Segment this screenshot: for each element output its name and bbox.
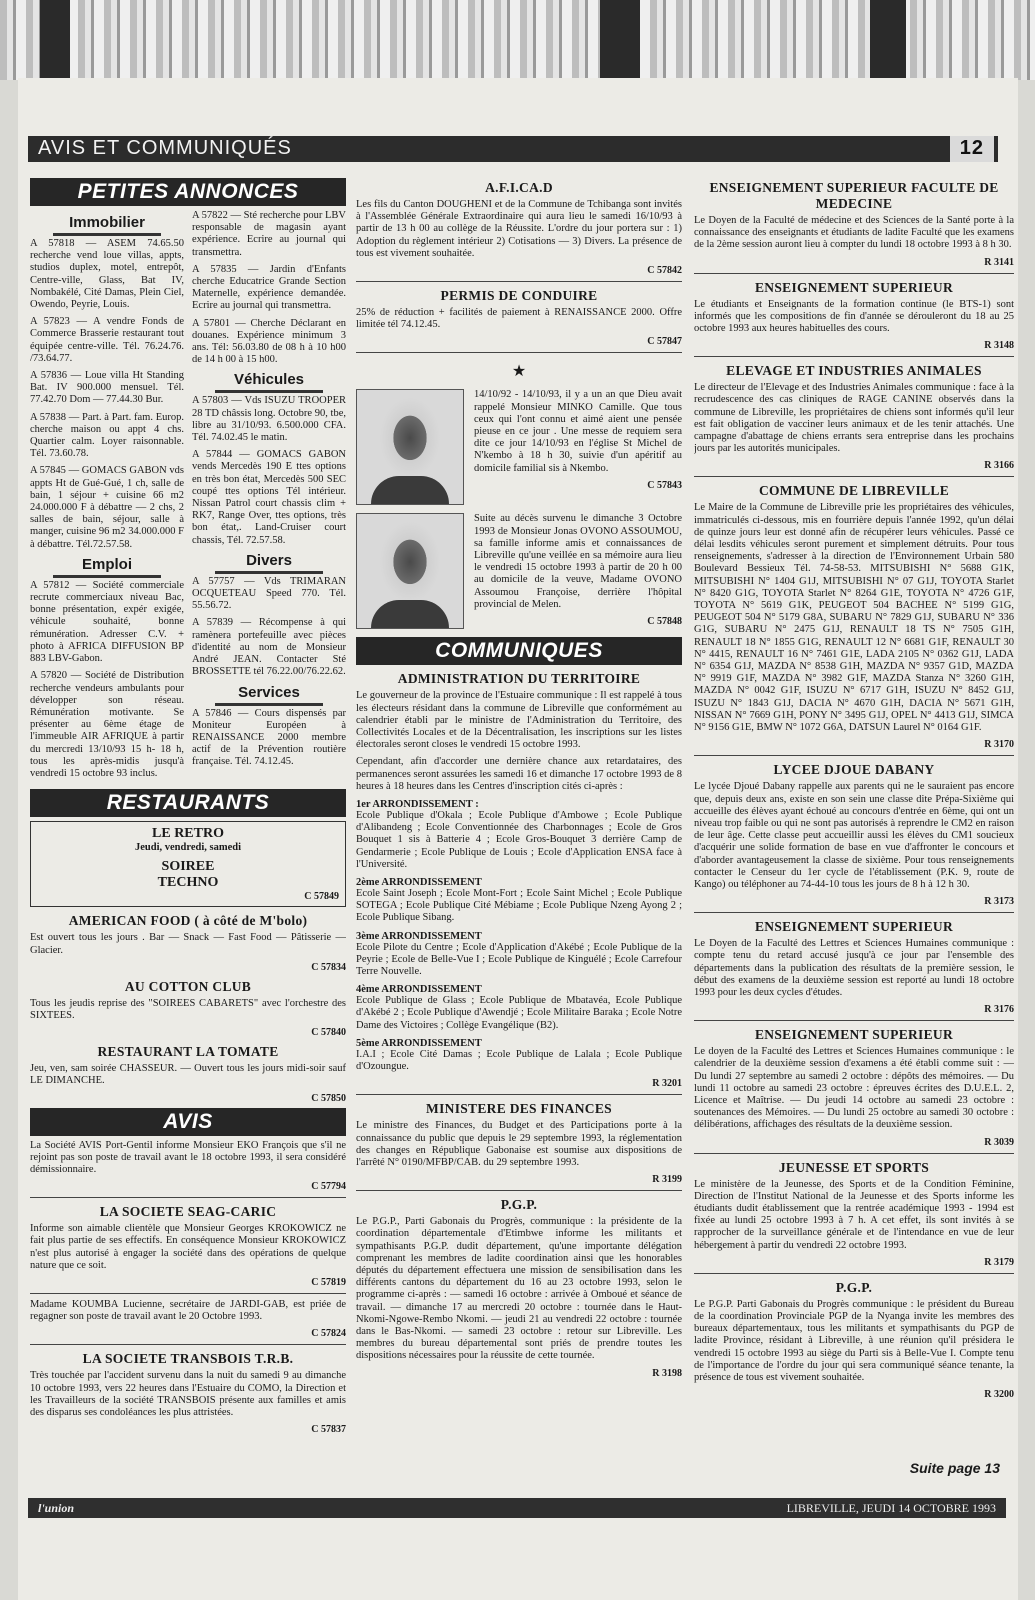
ad-ref: R 3173 [984, 896, 1014, 908]
communique-item [694, 1027, 1014, 1147]
ad: A 57845 — GOMACS GABON vds appts Ht de Gué-Gué, 1 ch, salle de bain, 1 séjour + cuisine 66 m2 24.000.000 F à débattre — 2 chs, 2 salles de bain, séjour, salle à manger, cuisine 96 m2 34.000.000 F à débattre. Tél.72.57.58. [30, 465, 184, 550]
ad: A 57835 — Jardin d'Enfants cherche Educatrice Grande Section Maternelle, expérience demandée. Ecrire au journal qui transmettra. [192, 263, 346, 312]
photo-shoulders [371, 476, 449, 504]
communique-title: P.G.P. [835, 1279, 873, 1295]
ad-ref: R 3198 [652, 1367, 682, 1379]
scan-top-margin [0, 0, 1035, 80]
aficad-title: A.F.I.CA.D [485, 180, 553, 195]
restaurant-text: Est ouvert tous les jours . Bar — Snack — Fast Food — Pâtisserie — Glacier. [30, 932, 346, 956]
photo-shoulders [371, 600, 449, 628]
ad: A 57839 — Récompense à qui ramènera portefeuille avec pièces d'identité au nom de Monsieur André JEAN. Contacter Sté BROSSETTE tél 76.22.00/76.22.62. [192, 617, 346, 678]
permis-text: 25% de réduction + facilités de paiement à RENAISSANCE 2000. Offre limitée tél 74.12.45. [356, 307, 682, 331]
avis-item [30, 1351, 346, 1435]
ad-ref: R 3148 [984, 340, 1014, 352]
communique-title: COMMUNE DE LIBREVILLE [758, 483, 950, 499]
communique-item [694, 919, 1014, 1015]
ad-ref: C 57824 [311, 1328, 346, 1340]
communique-text: Le directeur de l'Elevage et des Industries Animales communique : face à la recrudescence des cas cliniques de RAGE CANINE observés dans la commune de Libreville, les propriétaires de chiens sont informés qu'il leur est fait obligation de vacciner leurs animaux et de les tenir attachés. Une campagne d'abattage de chiens errants sera entreprise dans les prochains jours par les autorités municipales. [694, 382, 1014, 455]
arrondissement-heading: 1er ARRONDISSEMENT : [356, 799, 479, 811]
communique-item [694, 1280, 1014, 1400]
column-right [694, 174, 1014, 1594]
section-title: AVIS ET COMMUNIQUÉS [38, 137, 292, 159]
restaurant-text: Jeu, ven, sam soirée CHASSEUR. — Ouvert tous les jours midi-soir sauf LE DIMANCHE. [30, 1063, 346, 1087]
newspaper-page [18, 78, 1018, 1600]
issue-date: LIBREVILLE, JEUDI 14 OCTOBRE 1993 [786, 1501, 996, 1515]
restaurant-item [30, 913, 346, 972]
communique-text: Le ministère de la Jeunesse, des Sports et de la Condition Féminine, Direction de l'Institut National de la Jeunesse et des Sports informe les étudiants dudit établissement que la rentrée académique 1993 - 1994 est fixée au lundi 25 octobre 1993 à 7 h. A cet effet, ils sont invités à se rapprocher de la surveillance générale et de l'intendance en vue de leur hébergement à partir du vendredi 22 octobre 1993. [694, 1178, 1014, 1251]
portrait-photo [356, 513, 464, 629]
ad: A 57836 — Loue villa Ht Standing Bat. IV 900.000 mensuel. Tél. 77.42.70 Dom — 77.44.30 Bur. [30, 370, 184, 406]
ad: A 57822 — Sté recherche pour LBV responsable de magasin ayant expérience. Ecrire au journal qui transmettra. [192, 210, 346, 258]
ad: A 57812 — Société commerciale recrute commerciaux niveau Bac, bonne présentation, expér exigée, véhicule souhaité, bonne rémunération. Adresser C.V. + photo à AFRICA DIFFUSION BP 883 LBV-Gabon. [30, 579, 184, 665]
divider [30, 1293, 346, 1294]
communique-item [694, 483, 1014, 750]
communique-title: JEUNESSE ET SPORTS [778, 1159, 930, 1175]
communique-item [694, 363, 1014, 471]
newspaper-logo: l'union [38, 1501, 75, 1515]
finances-text: Le ministre des Finances, du Budget et des Participations porte à la connaissance du public que depuis le 29 septembre 1993, la réglementation des changes en République Gabonaise est soumise aux dispositions de l'arrêté N° 0190/MFBP/CAB. du 29 septembre 1993. [356, 1120, 682, 1168]
restaurant-name: RESTAURANT LA TOMATE [97, 1044, 279, 1060]
divider [356, 1094, 682, 1095]
arrondissement-heading: 5ème ARRONDISSEMENT [356, 1037, 482, 1049]
portrait-photo [356, 389, 464, 505]
divider [694, 1273, 1014, 1274]
divider [356, 352, 682, 353]
communique-text: Le étudiants et Enseignants de la formation continue (le BTS-1) sont informés que les compositions de fin d'année se dérouleront du 18 au 25 octobre 1993 aux heures habituelles des cours. [694, 298, 1014, 335]
ad-ref: R 3199 [652, 1174, 682, 1186]
vehicules-heading: Véhicules [192, 371, 346, 393]
scan-artifact [600, 0, 640, 80]
immobilier-heading: Immobilier [30, 214, 184, 236]
column-middle [356, 174, 682, 1594]
permis-title: PERMIS DE CONDUIRE [440, 288, 598, 304]
ad: A 57818 — ASEM 74.65.50 recherche vend loue villas, appts, studios duplex, motel, entrepôt, Centre-ville, Glass, Bat IV, Nombakélé, Cité Damas, Plein Ciel, Owendo, Peyrie, Louis. [30, 238, 184, 311]
ad-ref: C 57834 [311, 961, 346, 973]
page-footer [28, 1498, 1006, 1518]
arrondissement-list: Ecole Pilote du Centre ; Ecole d'Application d'Akébé ; Ecole Publique de la Peyrie ; Ecole de Belle-Vue I ; Ecole Publique de Kinguélé ; Ecole Carrefour Terre Nouvelle. [356, 941, 682, 978]
column-left [30, 174, 346, 1594]
communique-item [694, 280, 1014, 352]
ad: A 57801 — Cherche Déclarant en douanes. Expérience minimum 3 ans. Tél: 56.03.80 de 08 h à 10 h00 de 14 h 00 à 15 h00. [192, 317, 346, 366]
admin-para: Cependant, afin d'accorder une dernière chance aux retardataires, des permanences seront assurées les samedi 16 et dimanche 17 octobre 1993 de 8 heures à 18 heures dans les Centres d'inscription cités ci-après : [356, 756, 682, 792]
communique-title: ENSEIGNEMENT SUPERIEUR [754, 919, 954, 935]
scan-artifact [870, 0, 906, 80]
star-separator: ★ [511, 363, 527, 381]
avis-title: LA SOCIETE TRANSBOIS T.R.B. [82, 1351, 294, 1367]
finances-title: MINISTERE DES FINANCES [426, 1101, 612, 1117]
ad-ref: R 3039 [984, 1136, 1014, 1148]
communique-title: ENSEIGNEMENT SUPERIEUR [754, 279, 954, 295]
avis-text: Madame KOUMBA Lucienne, secrétaire de JARDI-GAB, est priée de regagner son poste de travail avant le 20 Octobre 1993. [30, 1298, 346, 1323]
divers-heading: Divers [192, 552, 346, 574]
retro-days: Jeudi, vendredi, samedi [135, 842, 241, 854]
ad: A 57757 — Vds TRIMARAN OCQUETEAU Speed 770. Tél. 55.56.72. [192, 575, 346, 612]
arrondissement-heading: 2ème ARRONDISSEMENT [356, 877, 482, 889]
avis-text: La Société AVIS Port-Gentil informe Monsieur EKO François que s'il ne rejoint pas son poste de travail avant le 18 octobre 1993, il sera considéré démissionnaire. [30, 1139, 346, 1175]
section-header [28, 136, 998, 162]
petites-annonces-grid [30, 210, 346, 785]
avis-text: Très touchée par l'accident survenu dans la nuit du samedi 9 au dimanche 10 octobre 1993, vers 22 heures dans l'Estuaire du COMO, la Direction et les Travailleurs de la société TRANSBOIS présente aux familles et amis des disparus ses condoléances les plus attristées. [30, 1370, 346, 1418]
admin-para: Le gouverneur de la province de l'Estuaire communique : Il est rappelé à tous les électeurs résidant dans la commune de Libreville que conformément au calendrier établi par le ministre de l'Administration du Territoire, des Collectivités Locales et de la Décentralisation, les inscriptions sur les listes électorales seront closes le vendredi 15 octobre 1993. [356, 690, 682, 751]
arrondissement-heading: 3ème ARRONDISSEMENT [356, 930, 482, 942]
ad-ref: R 3170 [984, 739, 1014, 751]
ad-ref: R 3201 [652, 1078, 682, 1090]
divider [694, 1153, 1014, 1154]
pa-col-a [30, 210, 184, 785]
pgp-text: Le P.G.P., Parti Gabonais du Progrès, communique : la présidente de la coordination départementale d'Etimbwe informe les militants et sympathisants P.G.P. dudit département, qu'une importante délégation comprenant les membres de ladite coordination ainsi que les honorables députés du département effectuera une mission de sensibilisation dans les différents cantons du département du 16 au 23 octobre 1993, selon le programme ci-après : — samedi 16 octobre : arrivée à Omboué et séance de travail. — dimanche 17 au mercredi 20 octobre : tournée dans le Haut-Nkomi-Ngowe-Rembo Nkomi. — jeudi 21 au vendredi 22 octobre : tournée dans le Bas-Nkomi. — samedi 23 octobre : retour sur Libreville. Les membres du bureau départemental sont priés de prendre toutes les dispositions nécessaires pour la réussite de cette tournée. [356, 1216, 682, 1362]
restaurant-text: Tous les jeudis reprise des "SOIREES CABARETS" avec l'orchestre des SIXTEES. [30, 997, 346, 1021]
communique-item [694, 762, 1014, 907]
retro-soiree: SOIREE [161, 859, 215, 875]
ad-ref: R 3141 [984, 256, 1014, 268]
restaurant-name: AMERICAN FOOD ( à côté de M'bolo) [68, 913, 308, 929]
ad-ref: C 57840 [311, 1027, 346, 1039]
ad-ref: C 57847 [647, 336, 682, 348]
arrondissement-list: Ecole Publique d'Okala ; Ecole Publique d'Ambowe ; Ecole Publique d'Alibandeng ; Ecole Conventionnée des Charbonnages ; Ecole de Gros Bouquet 1 sis à Batterie 4 ; Ecole Gros-Bouquet 3 derrière Camp de Gendarmerie ; Ecole Publique de Louis ; Ecole d'Application ENSA face à l'Université. [356, 810, 682, 870]
ad-ref: C 57848 [647, 616, 682, 628]
emploi-heading: Emploi [30, 556, 184, 578]
ad-ref: C 57842 [647, 265, 682, 277]
ad: A 57820 — Société de Distribution recherche vendeurs ambulants pour développer son réseau. Rémunération motivante. Se présenter au 6ème étage de l'immeuble AIR AFRIQUE à partir du mercredi 13/10/93 15 h- 18 h, tous les après-midis jusqu'à vendredi 15 octobre 93 inclus. [30, 670, 184, 779]
ad: A 57803 — Vds ISUZU TROOPER 28 TD châssis long. Octobre 90, tbe, libre au 31/10/93. 6.500.000 CFA. Tél. 74.02.45 le matin. [192, 395, 346, 444]
necrology-item [356, 513, 682, 629]
pgp-title: P.G.P. [500, 1197, 538, 1213]
retro-techno: TECHNO [157, 875, 219, 891]
divider [694, 476, 1014, 477]
communique-text: Le lycée Djoué Dabany rappelle aux parents qui ne le sauraient pas encore que, depuis deux ans, existe en son sein une classe dite Prépa-Sixième qui accueille des élèves ayant échoué au concours d'entrée en 6ème, qui ont un niveau trop faible ou qui ne sont pas autorisés à reprendre le CM2 en raison de leur âge. Cette classe peut accueillir aussi les élèves du CM1 soucieux d'acquérir une solide formation de base en vue d'affronter le concours et d'aborder avantageusement la classe de sixième. Pour tous renseignements contacter le Censeur du 1er cycle de l'établissement (P.K. 9, route de Kango) ou téléphoner au 74-44-10 tous les jours de 8 h à 12 h 30. [694, 781, 1014, 890]
communique-text: Le Doyen de la Faculté des Lettres et Sciences Humaines communique : compte tenu du retard accusé jusqu'à ce jour par l'ensemble des départements dans la publication des résultats de la première session, le début des examens de la deuxième session est reporté au lundi 18 octobre 1993 pour les deux cycles d'études. [694, 938, 1014, 998]
communique-title: LYCEE DJOUE DABANY [773, 762, 935, 778]
petites-annonces-band: PETITES ANNONCES [30, 178, 346, 206]
ad-ref: C 57837 [311, 1424, 346, 1436]
ad: A 57846 — Cours dispensés par Moniteur Européen à RENAISSANCE 2000 membre actif de la Prévention routière française. Tél. 74.12.45. [192, 707, 346, 768]
communique-text: Le Doyen de la Faculté de médecine et des Sciences de la Santé porte à la connaissance des enseignants et étudiants de ladite Faculté que les examens de la 2ème session auront lieu à compter du lundi 18 octobre 1993 à 8 h 30. [694, 215, 1014, 251]
admin-title: ADMINISTRATION DU TERRITOIRE [397, 671, 641, 687]
necrology-text: 14/10/92 - 14/10/93, il y a un an que Dieu avait rappelé Monsieur MINKO Camille. Que tous ceux qui l'ont connu et aimé aient une pensée pieuse en ce jour . Une messe de requiem sera dite ce jour 14/10/93 en l'église St Michel de N'kembo à 18 h 30, suivie d'un apéritif au domicile familial sis à Nkembo. [474, 389, 682, 474]
necrology-item [356, 389, 682, 505]
communique-item [694, 1160, 1014, 1268]
ad-ref: C 57794 [311, 1181, 346, 1193]
ad-ref: R 3179 [984, 1256, 1014, 1268]
divider [30, 1197, 346, 1198]
ad-ref: C 57850 [311, 1092, 346, 1104]
necrology-body [474, 513, 682, 629]
ad-ref: C 57843 [647, 479, 682, 491]
ad-ref: C 57819 [311, 1276, 346, 1288]
scan-artifact [40, 0, 70, 80]
avis-item [30, 1140, 346, 1193]
avis-title: LA SOCIETE SEAG-CARIC [99, 1204, 277, 1220]
divider [356, 1190, 682, 1191]
communiques-band: COMMUNIQUES [356, 637, 682, 665]
ad: A 57823 — A vendre Fonds de Commerce Brasserie restaurant tout équipée centre-ville. Tél. 76.24.76. /73.64.77. [30, 316, 184, 364]
divider [694, 755, 1014, 756]
restaurants-band: RESTAURANTS [30, 789, 346, 817]
ad-ref: R 3166 [984, 460, 1014, 472]
avis-band: AVIS [30, 1108, 346, 1136]
page-number: 12 [950, 136, 994, 162]
communique-title: ENSEIGNEMENT SUPERIEUR FACULTE DE MEDECINE [709, 180, 999, 211]
ad: A 57838 — Part. à Part. fam. Europ. cherche maison ou appt 4 chs. Quartier calm. Loyer raisonnable. Tél. 73.60.78. [30, 411, 184, 460]
ad: A 57844 — GOMACS GABON vends Mercedès 190 E ttes options en très bon état, Mercedès 500 SEC coupé ttes options Tél intérieur. Nissan Patrol court chassis clim + RK7, Range Over, ttes options, très bon état,. Land-Cruiser court chassis, Tél. 72.57.58. [192, 449, 346, 546]
necrology-text: Suite au décès survenu le dimanche 3 Octobre 1993 de Monsieur Jonas OVONO ASSOUMOU, sa famille informe amis et connaissances de Libreville qu'une veillée en sa mémoire aura lieu le vendredi 15 octobre 1993 à partir de 20 h 00 au domicile de la veuve, Madame OVONO Assoumou Françoise, derrière l'hôpital provincial de Melen. [474, 513, 682, 610]
continued-link: Suite page 13 [909, 1460, 1000, 1476]
arrondissement-list: Ecole Saint Joseph ; Ecole Mont-Fort ; Ecole Saint Michel ; Ecole Publique SOTEGA ; Ecole Publique Cité Mébiame ; Ecole Publique Nzeng Ayong 2 ; Ecole Publique Sibang. [356, 888, 682, 924]
divider [356, 281, 682, 282]
divider [694, 273, 1014, 274]
avis-text: Informe son aimable clientèle que Monsieur Georges KROKOWICZ ne fait plus partie de ses effectifs. En conséquence Monsieur KROKOWICZ n'est plus autorisé à engager la société dans des opérations de quelque nature que ce soit. [30, 1223, 346, 1271]
avis-item [30, 1299, 346, 1339]
divider [694, 1020, 1014, 1021]
arrondissement-list: I.A.I ; Ecole Cité Damas ; Ecole Publique de Lalala ; Ecole Publique d'Ozoungue. [356, 1048, 682, 1073]
services-heading: Services [192, 684, 346, 706]
communique-title: ENSEIGNEMENT SUPERIEUR [754, 1027, 954, 1043]
arrondissement-list: Ecole Publique de Glass ; Ecole Publique de Mbatavéa, Ecole Publique d'Akébé 2 ; Ecole Publique d'Awendjé ; Ecole Militaire Baraka ; Ecole Notre Dame des Victoires ; Collège Evangélique (B2). [356, 995, 682, 1031]
retro-name: LE RETRO [152, 826, 224, 842]
divider [30, 1344, 346, 1345]
necrology-body [474, 389, 682, 505]
aficad-text: Les fils du Canton DOUGHENI et de la Commune de Tchibanga sont invités à l'Assemblée Générale Extraordinaire qui aura lieu le samedi 16/10/93 à partir de 13 h 00 au collège de la Réussite. L'ordre du jour portera sur : 1) Adoption du règlement intérieur 2) Cotisations — 3) Divers. La présence de tous est vivement souhaitée. [356, 199, 682, 259]
restaurant-item [30, 979, 346, 1038]
ad-ref: R 3200 [984, 1389, 1014, 1401]
divider [694, 356, 1014, 357]
ad-ref: C 57849 [304, 891, 339, 903]
communique-text: Le P.G.P. Parti Gabonais du Progrès communique : le président du Bureau de la coordination Provinciale PGP de la Nyanga invite les membres des bureaux départementaux, tous les militants et sympathisants du PGP de ladite Province, résidant à Libreville, à une réunion qu'il présidera le vendredi 15 octobre 1993 au siège du Parti sis à Belle-Vue I. Compte tenu de l'importance de l'ordre du jour qui sera communiqué séance tenante, la présence de tous est vivement souhaitée. [694, 1298, 1014, 1383]
divider [694, 912, 1014, 913]
ad-ref: R 3176 [984, 1004, 1014, 1016]
communique-text: Le Maire de la Commune de Libreville prie les propriétaires des véhicules, immatriculés ci-dessous, mis en fourrière depuis l'année 1992, qu'un délai de quinze jours leur est donné afin de récupérer leurs véhicules. Passé ce délai lesdits véhicules seront purement et simplement détruits. Pour tous renseignements, s'adresser à la direction de l'Environnement Urbain 580 Boulevard Bessieux Tél. 74-58-53. MITSUBISHI N° 5688 G1K, MITSUBISHI N° 1404 G1J, MITSUBISHI N° 07 G1J, TOYOTA Starlet N° 8420 G1G, TOYOTA Starlet N° 8264 G1E, TOYOTA N° 4726 G1F, TOYOTA N° 5619 G1K, PEUGEOT 504 BACHEE N° 5199 G1G, PEUGEOT 504 N° 5179 G8A, SUBARU N° 7829 G1J, SUBARU N° 336 G1G, SUBARU N° 2475 G1J, RENAULT 18 TS N° 7505 G1H, RENAULT 18 N° 1855 G1G, RENAULT 12 N° 6681 G1F, RENAULT 30 N° 4415, RENAULT 16 N° 7461 G1E, LADA 2105 N° 0362 G1J, LADA N° 6354 G1J, MAZDA N° 8538 G1H, MAZDA N° 9357 G1D, MAZDA N° 9919 G1F, MAZDA N° 3982 G1F, MAZDA Stanza N° 3260 G1H, MAZDA N° 0042 G1F, ISUZU N° 6717 G1H, ISUZU N° 8452 G1J, ISUZU N° 1843 G1J, DACIA N° 4670 G1H, DACIA N° 5671 G1H, NISSAN N° 7669 G1H, PONY N° 3495 G1J, OPEL N° 4413 G1J, SIMCA N° 9156 G1E, BMW N° 1072 G6A, DATSUN Laurel N° 0164 G1F. [694, 502, 1014, 734]
communique-item [694, 180, 1014, 268]
restaurant-item [30, 1044, 346, 1103]
le-retro-box [30, 821, 346, 907]
communique-title: ELEVAGE ET INDUSTRIES ANIMALES [726, 363, 982, 379]
restaurant-name: AU COTTON CLUB [124, 978, 252, 994]
avis-item [30, 1204, 346, 1288]
communique-text: Le doyen de la Faculté des Lettres et Sciences Humaines communique : le calendrier de la deuxième session d'examens a été établi comme suit : — Du lundi 27 septembre au samedi 2 octobre : dépôts des mémoires. — Du lundi 11 octobre au samedi 23 octobre : épreuves écrites des D.U.E.L. 2, Licence et Maîtrise. — Du jeudi 14 octobre au samedi 23 octobre : soutenances des Mémoires. — Du lundi 25 octobre au samedi 30 octobre : délibérations, affichages des résultats de la deuxième session. [694, 1046, 1014, 1131]
pa-col-b [192, 210, 346, 785]
arrondissement-heading: 4ème ARRONDISSEMENT [356, 984, 482, 996]
